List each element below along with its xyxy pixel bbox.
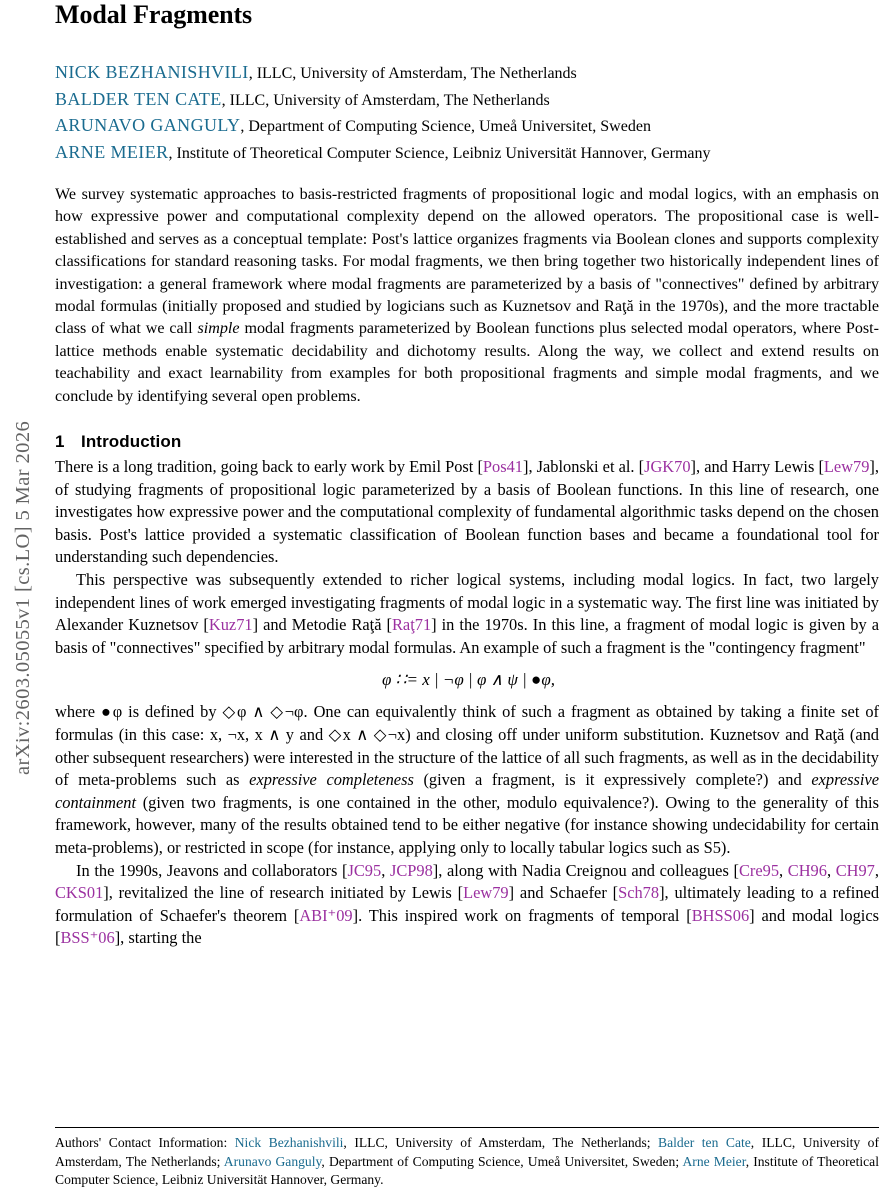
text-run: , Department of Computing Science, Umeå Universitet, Sweden; (321, 1153, 683, 1169)
abstract-part-1: We survey systematic approaches to basis-restricted fragments of propositional logic and modal logics, with an emphasis on how expressive power and computational complexity depend on the allowed operators. The propositional case is well-established and serves as a conceptual template: Post's lattice organizes fragments via Boolean clones and supports complexity classifications for standard reasoning tasks. For modal fragments, we then bring together two historically independent lines of investigation: a general framework where modal fragments are parameterized by a basis of "connectives" defined by arbitrary modal formulas (initially proposed and studied by logicians such as Kuznetsov and Raţă in the 1970s), and the more tractable class of what we call (55, 186, 879, 338)
text-run: This perspective was subsequently extended to richer logical systems, including modal logics. In fact, two largely independent lines of work emerged investigating fragments of modal logic in a systematic way. The first line was initiated by Alexander Kuznetsov [ (55, 570, 879, 635)
paragraph-1 (55, 456, 879, 569)
contact-link-arunavo-ganguly[interactable]: Arunavo Ganguly (223, 1153, 322, 1169)
display-formula-contingency-fragment: φ ∷= x | ¬φ | φ ∧ ψ | ●φ, (382, 670, 555, 690)
paragraph-3 (55, 701, 879, 859)
paragraph-2 (55, 569, 879, 659)
text-run: , ILLC, University of Amsterdam, The Netherlands; (343, 1135, 659, 1150)
text-run: , (874, 860, 879, 880)
text-run: ]. This inspired work on fragments of temporal [ (352, 905, 692, 925)
citation-pos41[interactable]: Pos41 (482, 457, 523, 477)
author-entry (55, 140, 882, 167)
arxiv-identifier-stamp: arXiv:2603.05055v1 [cs.LO] 5 Mar 2026 (11, 420, 34, 775)
citation-jc95[interactable]: JC95 (347, 860, 382, 880)
section-number: 1 (55, 432, 65, 452)
text-run: ] in the 1970s. In this line, a fragment of modal logic is given by a basis of "connectives" specified by arbitrary modal formulas. An example of such a fragment is the "contingency fragment" (55, 615, 879, 657)
author-list (55, 60, 882, 166)
text-run: , Institute of Theoretical Computer Science, Leibniz Universität Hannover, Germany. (55, 1153, 879, 1188)
text-run: ], along with Nadia Creignou and colleagues [ (432, 860, 739, 880)
citation-cks01[interactable]: CKS01 (55, 883, 104, 903)
author-affiliation: , Department of Computing Science, Umeå Universitet, Sweden (240, 118, 651, 135)
author-affiliation: , Institute of Theoretical Computer Science, Leibniz Universität Hannover, Germany (168, 144, 711, 162)
page-title: Modal Fragments (55, 0, 253, 29)
text-run: ] and Schaefer [ (508, 883, 619, 903)
text-run: In the 1990s, Jeavons and collaborators [ (76, 860, 348, 880)
text-run: ], revitalized the line of research initiated by Lewis [ (103, 883, 464, 903)
citation-jcp98[interactable]: JCP98 (389, 860, 433, 880)
citation-jgk70[interactable]: JGK70 (644, 457, 691, 477)
author-affiliation: , ILLC, University of Amsterdam, The Netherlands (248, 65, 577, 82)
text-run: , ILLC, University of Amsterdam, The Netherlands; (55, 1135, 880, 1169)
citation-abi09[interactable]: ABI⁺09 (299, 905, 353, 925)
authors-contact-information (55, 1134, 879, 1190)
text-run: ] and modal logics [ (55, 905, 880, 948)
citation-lew79-2[interactable]: Lew79 (463, 883, 509, 903)
text-run: ] and Metodie Raţă [ (252, 615, 392, 635)
text-run: , (779, 860, 788, 880)
citation-kuz71[interactable]: Kuz71 (208, 615, 253, 635)
author-entry (55, 113, 882, 140)
author-affiliation: , ILLC, University of Amsterdam, The Netherlands (221, 91, 550, 109)
citation-sch78[interactable]: Sch78 (618, 883, 660, 903)
section-title: Introduction (81, 432, 182, 452)
contact-link-arne-meier[interactable]: Arne Meier (682, 1153, 746, 1169)
citation-cre95[interactable]: Cre95 (738, 860, 780, 880)
text-run: , (381, 860, 390, 880)
contact-link-balder-ten-cate[interactable]: Balder ten Cate (658, 1135, 751, 1150)
text-run: , (826, 860, 836, 880)
text-run: where ●φ is defined by ◇φ ∧ ◇¬φ. One can equivalently think of such a fragment as obtained by taking a finite set of formulas (in this case: x, ¬x, x ∧ y and ◇x ∧ ◇¬x) and closing off under uniform substitution. Kuznetsov and Raţă (and other subsequent researchers) were interested in the structure of the lattice of all such fragments, as well as in the decidability of meta-problems such as (55, 702, 879, 790)
author-entry (55, 60, 882, 87)
contact-label: Authors' Contact Information: (55, 1135, 235, 1150)
text-run: ], of studying fragments of propositional logic parameterized by a basis of Boolean functions. In this line of research, one investigates how expressive power and the computational complexity of fundamental algorithmic tasks depend on the chosen basis. Post's lattice provided a systematic classification of Boolean function bases and became a foundational tool for understanding such dependencies. (55, 457, 879, 567)
text-run: (given two fragments, is one contained in the other, modulo equivalence?). Owing to the generality of this framework, however, many of the results obtained tend to be either negative (for instance showing undecidability for certain meta-problems), or restricted in scope (for instance, applying only to locally tabular logics such as S5). (55, 792, 879, 857)
paper-page (55, 0, 882, 1195)
citation-rat71[interactable]: Raţ71 (391, 615, 432, 635)
text-run: ], starting the (114, 928, 202, 948)
text-run: ], ultimately leading to a refined formulation of Schaefer's theorem [ (55, 883, 880, 925)
citation-bss06[interactable]: BSS⁺06 (60, 928, 115, 948)
text-run: ], Jablonski et al. [ (523, 457, 645, 477)
paragraph-4 (55, 860, 879, 950)
citation-ch97[interactable]: CH97 (835, 860, 875, 880)
citation-lew79[interactable]: Lew79 (823, 457, 870, 477)
author-name: NICK BEZHANISHVILI (55, 62, 249, 82)
abstract-part-2: modal fragments parameterized by Boolean functions plus selected modal operators, where Post-lattice methods enable systematic decidability and dichotomy results. Along the way, we collect and extend results on teachability and exact learnability from examples for both propositional fragments and simple modal fragments, and we conclude by identifying several open problems. (55, 320, 879, 405)
footer-divider (55, 1127, 879, 1128)
emphasis-expressive-containment: expressive containment (55, 770, 879, 812)
section-heading-introduction (55, 432, 882, 452)
text-run: (given a fragment, is it expressively complete?) and (413, 770, 812, 790)
text-run: There is a long tradition, going back to early work by Emil Post [ (55, 457, 483, 477)
emphasis-expressive-completeness: expressive completeness (249, 770, 414, 790)
contact-link-nick-bezhanishvili[interactable]: Nick Bezhanishvili (234, 1135, 344, 1150)
citation-ch96[interactable]: CH96 (787, 860, 827, 880)
abstract-emphasis: simple (197, 320, 240, 338)
text-run: ], and Harry Lewis [ (690, 457, 824, 477)
author-entry (55, 87, 882, 114)
citation-bhss06[interactable]: BHSS06 (691, 905, 750, 925)
author-name: ARUNAVO GANGULY (55, 115, 241, 135)
author-name: ARNE MEIER (55, 141, 169, 162)
author-name: BALDER TEN CATE (55, 88, 222, 109)
abstract-text (55, 184, 879, 408)
